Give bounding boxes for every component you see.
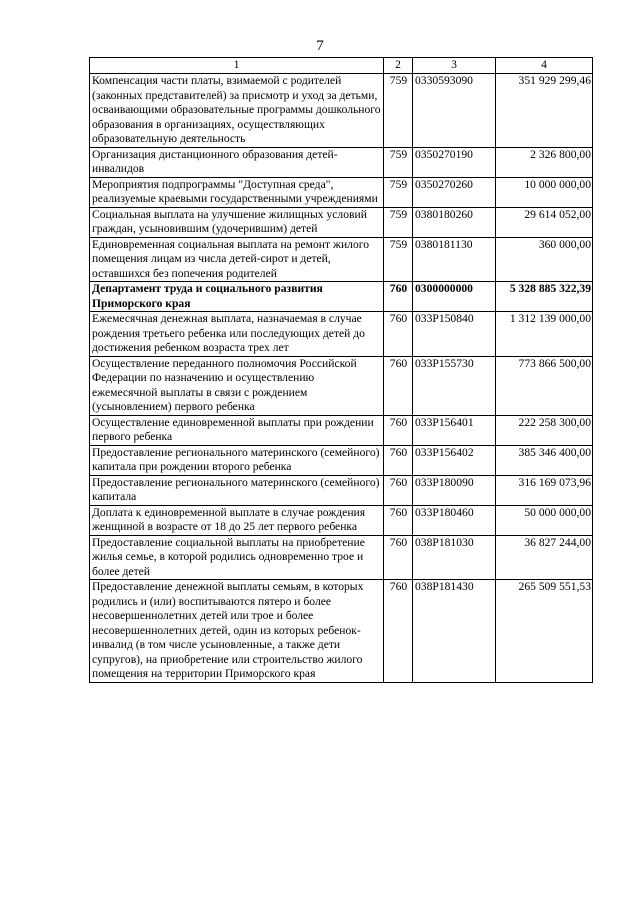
table-header-row	[90, 58, 593, 74]
column-header-name: 1	[90, 58, 384, 74]
row-group-code: 760	[384, 282, 413, 312]
row-amount: 351 929 299,46	[496, 74, 593, 148]
column-header-code: 3	[413, 58, 496, 74]
table-row	[90, 177, 593, 207]
row-amount: 773 866 500,00	[496, 356, 593, 415]
column-header-amount: 4	[496, 58, 593, 74]
table-row	[90, 312, 593, 357]
table-row	[90, 237, 593, 282]
row-name: Осуществление переданного полномочия Российской Федерации по назначению и осуществлению ежемесячной выплаты в связи с рождением (усыновлением) первого ребенка	[90, 356, 384, 415]
row-name: Единовременная социальная выплата на ремонт жилого помещения лицам из числа детей-сирот и детей, оставшихся без попечения родителей	[90, 237, 384, 282]
row-name: Мероприятия подпрограммы "Доступная среда", реализуемые краевыми государственными учреждениями	[90, 177, 384, 207]
row-amount: 29 614 052,00	[496, 207, 593, 237]
table-row	[90, 74, 593, 148]
row-classification-code: 0380181130	[413, 237, 496, 282]
table-row	[90, 505, 593, 535]
row-amount: 36 827 244,00	[496, 535, 593, 580]
row-amount: 360 000,00	[496, 237, 593, 282]
row-amount: 222 258 300,00	[496, 415, 593, 445]
row-group-code: 760	[384, 356, 413, 415]
row-name: Департамент труда и социального развития Приморского края	[90, 282, 384, 312]
row-classification-code: 038Р181030	[413, 535, 496, 580]
row-group-code: 760	[384, 312, 413, 357]
table-row	[90, 535, 593, 580]
row-amount: 5 328 885 322,39	[496, 282, 593, 312]
row-group-code: 759	[384, 147, 413, 177]
row-name: Предоставление регионального материнского (семейного) капитала	[90, 475, 384, 505]
row-classification-code: 038Р181430	[413, 580, 496, 683]
row-group-code: 759	[384, 177, 413, 207]
row-group-code: 760	[384, 535, 413, 580]
row-group-code: 760	[384, 505, 413, 535]
row-group-code: 759	[384, 207, 413, 237]
row-classification-code: 033Р156401	[413, 415, 496, 445]
row-amount: 316 169 073,96	[496, 475, 593, 505]
budget-table	[89, 57, 593, 683]
row-classification-code: 033Р180460	[413, 505, 496, 535]
row-name: Предоставление регионального материнского (семейного) капитала при рождении второго ребенка	[90, 445, 384, 475]
row-classification-code: 033Р180090	[413, 475, 496, 505]
row-amount: 10 000 000,00	[496, 177, 593, 207]
table-row	[90, 415, 593, 445]
table-row	[90, 445, 593, 475]
row-group-code: 759	[384, 74, 413, 148]
row-name: Доплата к единовременной выплате в случае рождения женщиной в возрасте от 18 до 25 лет первого ребенка	[90, 505, 384, 535]
row-classification-code: 0300000000	[413, 282, 496, 312]
table-row	[90, 282, 593, 312]
row-amount: 2 326 800,00	[496, 147, 593, 177]
row-amount: 1 312 139 000,00	[496, 312, 593, 357]
row-group-code: 760	[384, 475, 413, 505]
row-classification-code: 0350270260	[413, 177, 496, 207]
row-classification-code: 033Р156402	[413, 445, 496, 475]
row-name: Предоставление денежной выплаты семьям, в которых родились и (или) воспитываются пятеро и более несовершеннолетних детей или трое и более несовершеннолетних детей, один из которых ребенок-инвалид (в том числе усыновленные, а также дети супругов), на приобретение или строительство жилого помещения на территории Приморского края	[90, 580, 384, 683]
row-name: Социальная выплата на улучшение жилищных условий граждан, усыновившим (удочерившим) детей	[90, 207, 384, 237]
table-row	[90, 207, 593, 237]
column-header-group: 2	[384, 58, 413, 74]
row-name: Организация дистанционного образования детей-инвалидов	[90, 147, 384, 177]
row-group-code: 760	[384, 580, 413, 683]
row-classification-code: 033Р150840	[413, 312, 496, 357]
table-row	[90, 356, 593, 415]
row-amount: 385 346 400,00	[496, 445, 593, 475]
row-classification-code: 0330593090	[413, 74, 496, 148]
row-name: Осуществление единовременной выплаты при рождении первого ребенка	[90, 415, 384, 445]
row-amount: 265 509 551,53	[496, 580, 593, 683]
row-group-code: 760	[384, 415, 413, 445]
row-classification-code: 0380180260	[413, 207, 496, 237]
table-row	[90, 147, 593, 177]
row-group-code: 759	[384, 237, 413, 282]
row-name: Ежемесячная денежная выплата, назначаемая в случае рождения третьего ребенка или последующих детей до достижения ребенком возраста трех лет	[90, 312, 384, 357]
row-classification-code: 0350270190	[413, 147, 496, 177]
row-group-code: 760	[384, 445, 413, 475]
row-classification-code: 033Р155730	[413, 356, 496, 415]
row-name: Компенсация части платы, взимаемой с родителей (законных представителей) за присмотр и уход за детьми, осваивающими образовательные программы дошкольного образования в организациях, осуществляющих образовательную деятельность	[90, 74, 384, 148]
row-amount: 50 000 000,00	[496, 505, 593, 535]
row-name: Предоставление социальной выплаты на приобретение жилья семье, в которой родились одновременно трое и более детей	[90, 535, 384, 580]
page-number: 7	[316, 38, 324, 54]
table-row	[90, 475, 593, 505]
table-row	[90, 580, 593, 683]
